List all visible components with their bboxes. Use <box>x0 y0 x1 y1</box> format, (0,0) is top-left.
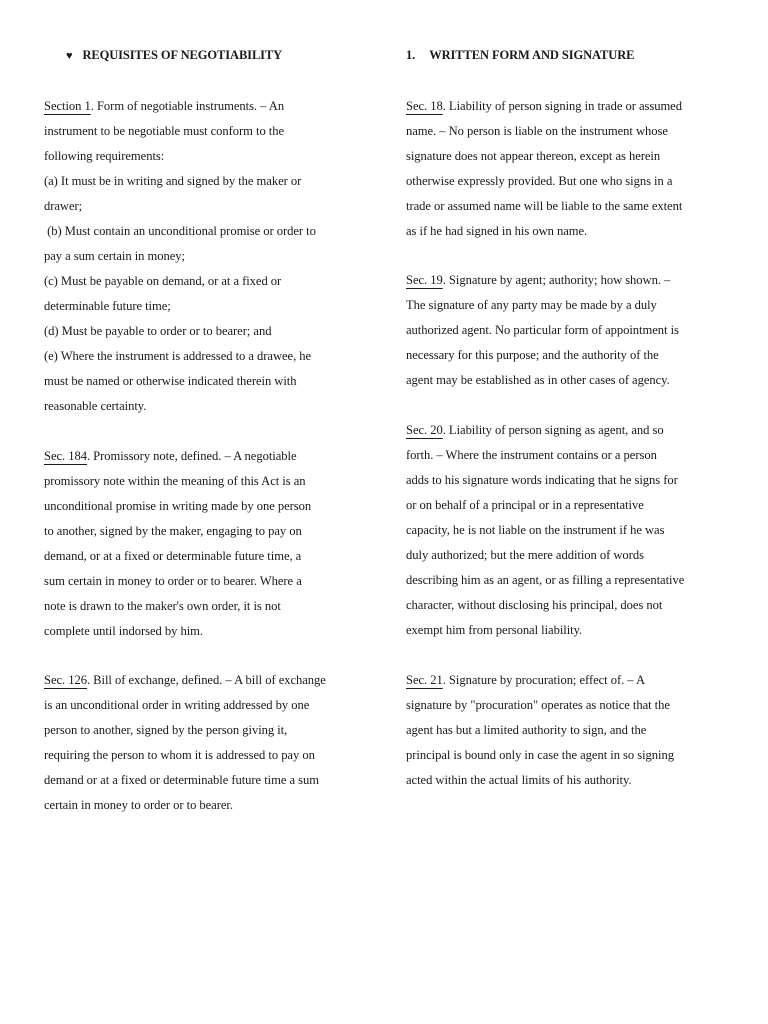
paragraph-line: is an unconditional order in writing addressed by one <box>44 698 310 712</box>
paragraph-line: otherwise expressly provided. But one who signs in a <box>406 174 673 188</box>
heading-number: 1. <box>406 48 416 62</box>
paragraph-line: character, without disclosing his principal, does not <box>406 598 663 612</box>
section-126 <box>44 668 364 818</box>
paragraph-line: person to another, signed by the person giving it, <box>44 723 288 737</box>
section-reference: Sec. 126 <box>44 673 87 687</box>
paragraph-line: authorized agent. No particular form of appointment is <box>406 323 679 337</box>
section-21 <box>406 668 728 793</box>
section-reference: Section 1 <box>44 99 91 113</box>
section-18 <box>406 94 728 244</box>
section-19 <box>406 268 728 393</box>
paragraph-line: signature by "procuration" operates as notice that the <box>406 698 670 712</box>
heart-bullet-icon: ♥ <box>66 50 73 62</box>
left-heading-text: REQUISITES OF NEGOTIABILITY <box>82 48 283 62</box>
paragraph-line: as if he had signed in his own name. <box>406 224 588 238</box>
paragraph-line: to another, signed by the maker, engaging to pay on <box>44 524 302 538</box>
section-1 <box>44 94 364 419</box>
paragraph-line: principal is bound only in case the agent in so signing <box>406 748 674 762</box>
paragraph-line: demand or at a fixed or determinable future time a sum <box>44 773 319 787</box>
section-reference: Sec. 184 <box>44 449 87 463</box>
paragraph-line: instrument to be negotiable must conform to the <box>44 124 285 138</box>
paragraph-line: Sec. 18. Liability of person signing in trade or assumed <box>406 99 682 113</box>
paragraph-line: complete until indorsed by him. <box>44 624 203 638</box>
paragraph-line: signature does not appear thereon, except as herein <box>406 149 661 163</box>
paragraph-line: Section 1. Form of negotiable instruments. – An <box>44 99 285 113</box>
paragraph-line: determinable future time; <box>44 299 171 313</box>
paragraph-line: Sec. 126. Bill of exchange, defined. – A bill of exchange <box>44 673 326 687</box>
paragraph-line: adds to his signature words indicating that he signs for <box>406 473 678 487</box>
paragraph-line: requiring the person to whom it is addressed to pay on <box>44 748 315 762</box>
paragraph-line: duly authorized; but the mere addition of words <box>406 548 644 562</box>
paragraph-line: Sec. 21. Signature by procuration; effect of. – A <box>406 673 645 687</box>
paragraph-line: demand, or at a fixed or determinable future time, a <box>44 549 302 563</box>
paragraph-line: agent has but a limited authority to sign, and the <box>406 723 647 737</box>
paragraph-line: sum certain in money to order or to bearer. Where a <box>44 574 302 588</box>
paragraph-line: (a) It must be in writing and signed by the maker or <box>44 174 302 188</box>
paragraph-line: agent may be established as in other cases of agency. <box>406 373 670 387</box>
paragraph-line: pay a sum certain in money; <box>44 249 185 263</box>
section-reference: Sec. 21 <box>406 673 443 687</box>
paragraph-line: note is drawn to the maker's own order, it is not <box>44 599 281 613</box>
paragraph-line: acted within the actual limits of his authority. <box>406 773 632 787</box>
left-heading <box>66 48 282 63</box>
paragraph-line: (b) Must contain an unconditional promise or order to <box>44 224 316 238</box>
paragraph-line: promissory note within the meaning of this Act is an <box>44 474 306 488</box>
paragraph-line: (d) Must be payable to order or to bearer; and <box>44 324 272 338</box>
paragraph-line: Sec. 20. Liability of person signing as agent, and so <box>406 423 664 437</box>
paragraph-line: exempt him from personal liability. <box>406 623 583 637</box>
paragraph-line: Sec. 184. Promissory note, defined. – A negotiable <box>44 449 297 463</box>
paragraph-line: describing him as an agent, or as filling a representative <box>406 573 685 587</box>
paragraph-line: trade or assumed name will be liable to the same extent <box>406 199 683 213</box>
paragraph-line: forth. – Where the instrument contains or a person <box>406 448 657 462</box>
section-reference: Sec. 20 <box>406 423 443 437</box>
paragraph-line: unconditional promise in writing made by one person <box>44 499 312 513</box>
paragraph-line: capacity, he is not liable on the instrument if he was <box>406 523 665 537</box>
section-reference: Sec. 19 <box>406 273 443 287</box>
paragraph-line: Sec. 19. Signature by agent; authority; how shown. – <box>406 273 671 287</box>
paragraph-line: (e) Where the instrument is addressed to a drawee, he <box>44 349 312 363</box>
paragraph-line: following requirements: <box>44 149 165 163</box>
paragraph-line: reasonable certainty. <box>44 399 147 413</box>
right-heading-text: WRITTEN FORM AND SIGNATURE <box>429 48 635 62</box>
paragraph-line: certain in money to order or to bearer. <box>44 798 233 812</box>
section-184 <box>44 444 364 644</box>
right-heading <box>406 48 634 63</box>
section-reference: Sec. 18 <box>406 99 443 113</box>
section-20 <box>406 418 728 643</box>
paragraph-line: or on behalf of a principal or in a representative <box>406 498 644 512</box>
paragraph-line: (c) Must be payable on demand, or at a fixed or <box>44 274 282 288</box>
paragraph-line: name. – No person is liable on the instrument whose <box>406 124 668 138</box>
paragraph-line: must be named or otherwise indicated therein with <box>44 374 297 388</box>
paragraph-line: drawer; <box>44 199 83 213</box>
paragraph-line: necessary for this purpose; and the authority of the <box>406 348 659 362</box>
paragraph-line: The signature of any party may be made by a duly <box>406 298 657 312</box>
